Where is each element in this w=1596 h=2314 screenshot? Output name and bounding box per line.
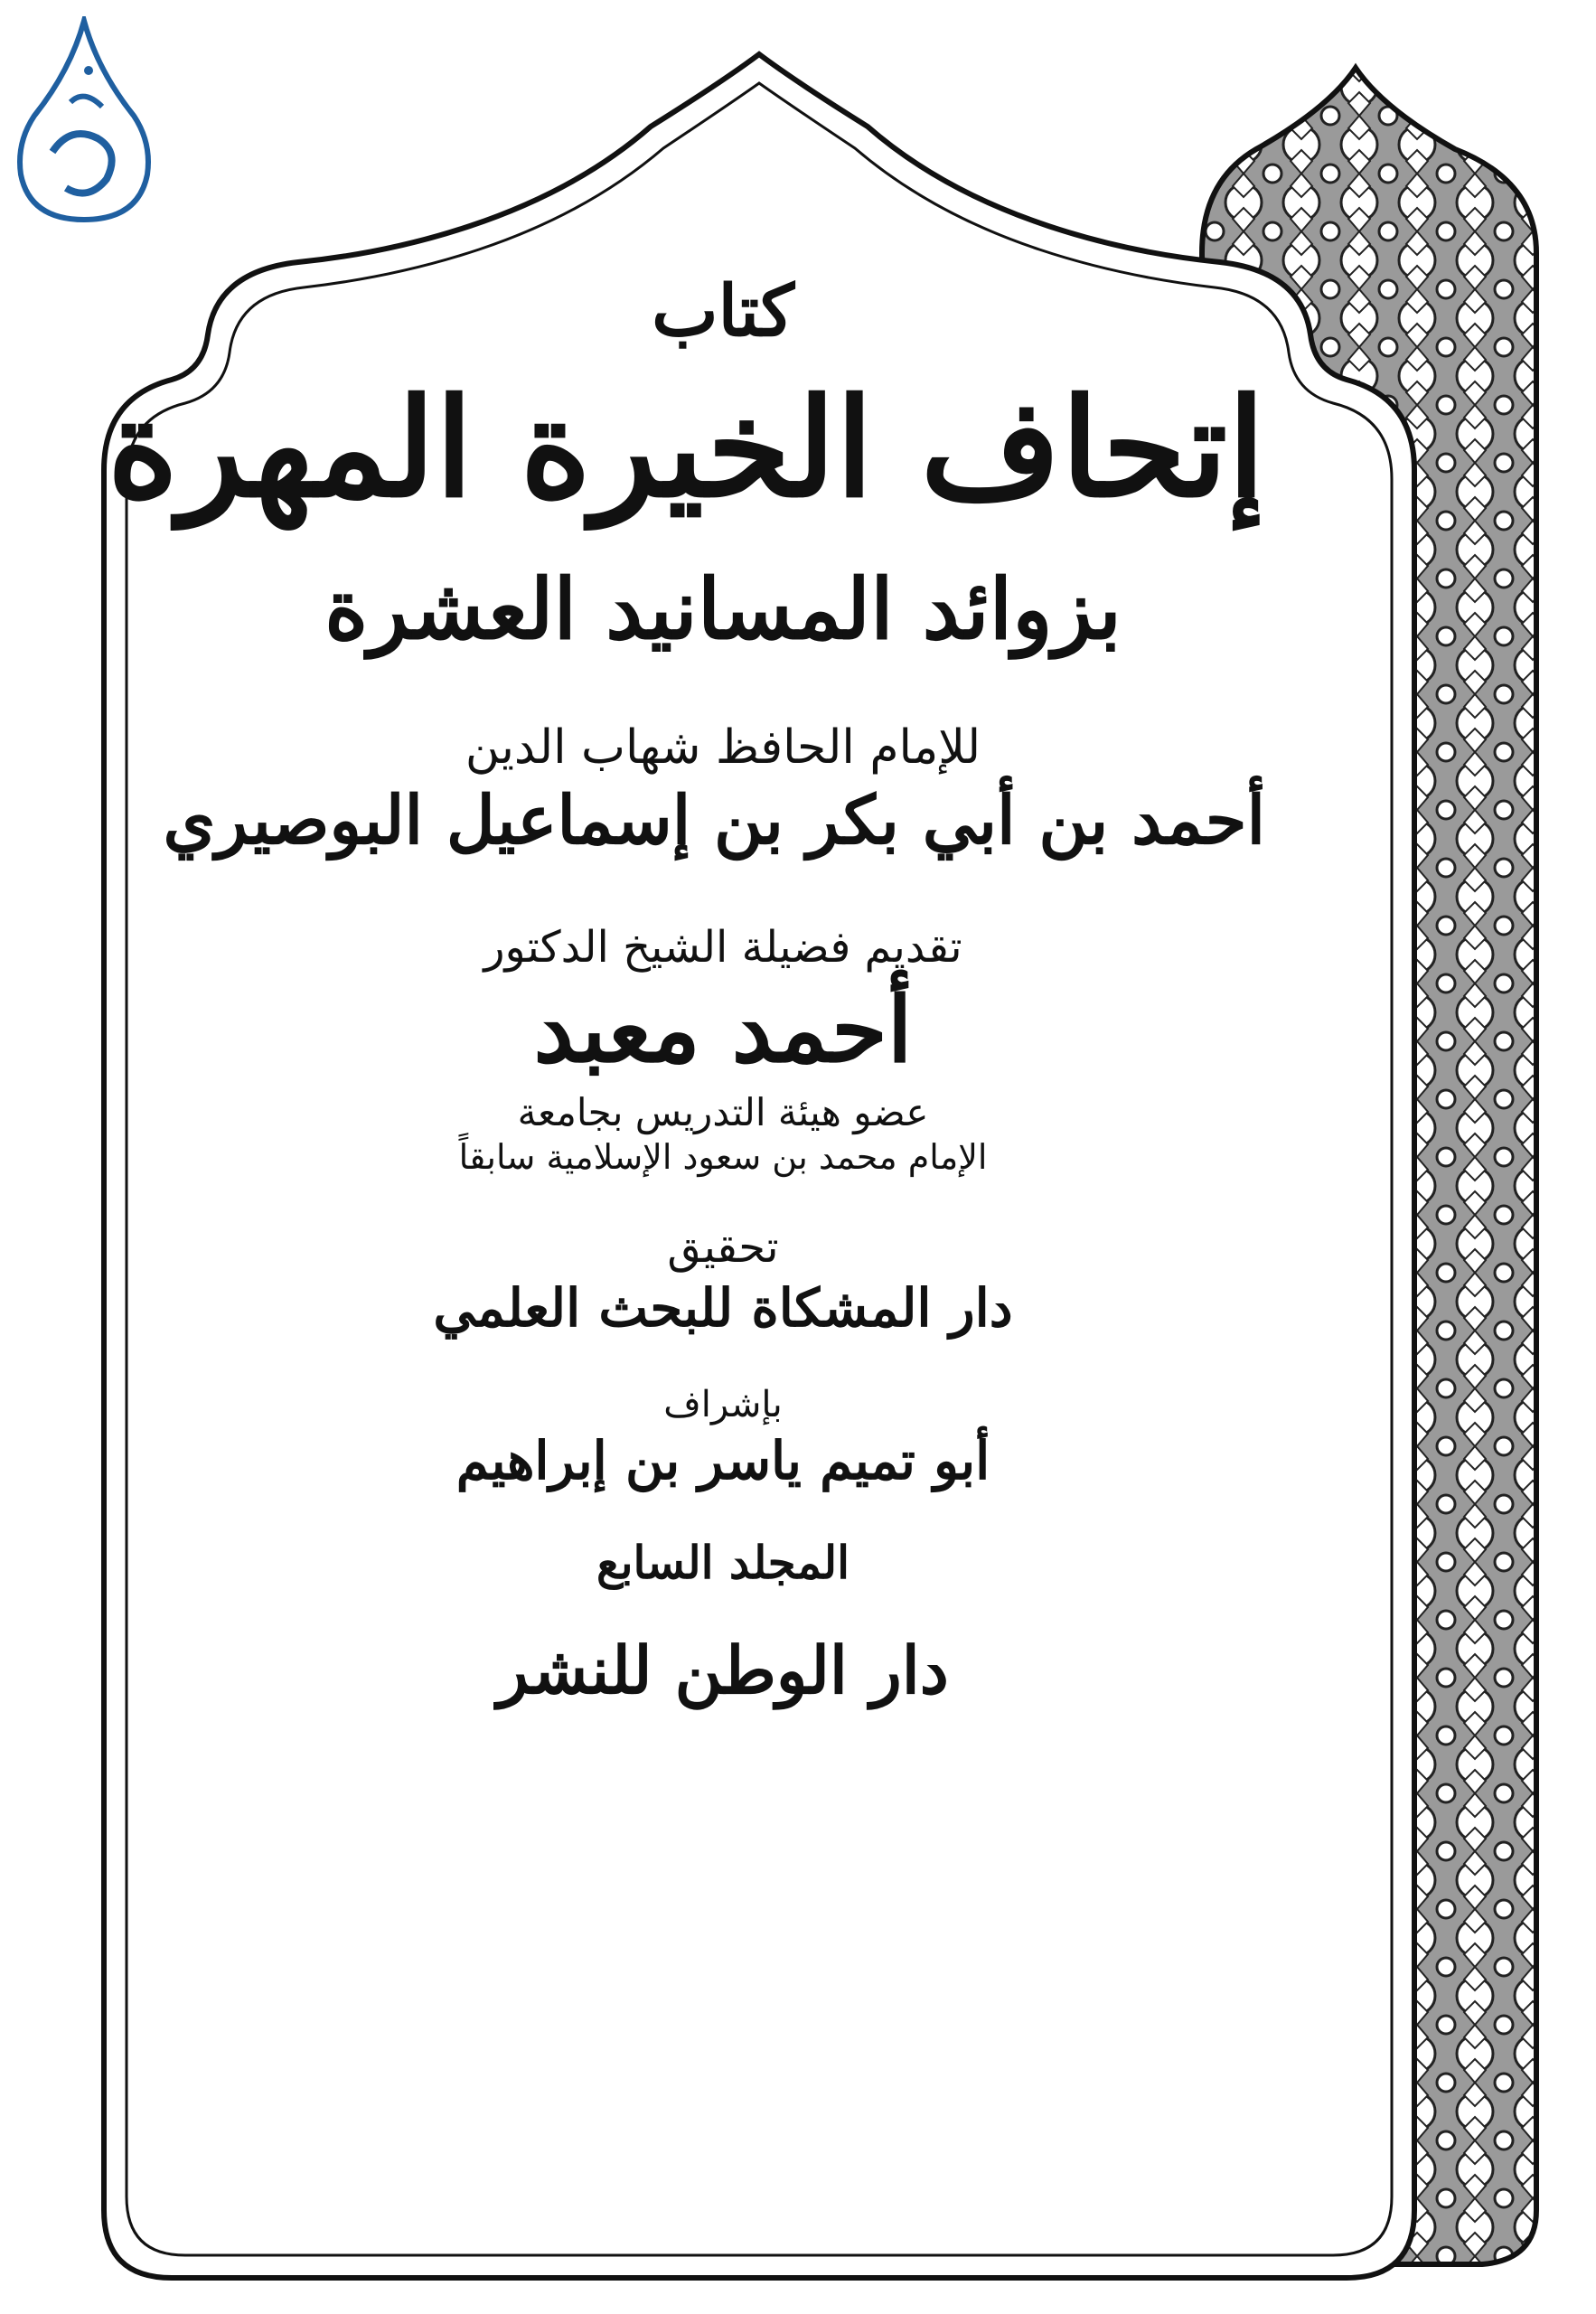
author-name: أحمد بن أبي بكر بن إسماعيل البوصيري — [163, 781, 1265, 860]
verification-label: تحقيق — [667, 1222, 779, 1274]
volume-label: المجلد السابع — [596, 1535, 850, 1589]
publisher-logo-icon — [16, 16, 152, 224]
publisher-name: دار الوطن للنشر — [497, 1632, 949, 1709]
introducer-institution: الإمام محمد بن سعود الإسلامية سابقاً — [458, 1137, 988, 1178]
book-title: إتحاف الخيرة المهرة — [107, 368, 1265, 528]
introducer-position: عضو هيئة التدريس بجامعة — [517, 1090, 929, 1135]
supervisor-name: أبو تميم ياسر بن إبراهيم — [455, 1429, 990, 1491]
author-honorific: للإمام الحافظ شهاب الدين — [465, 720, 981, 775]
supervision-label: بإشراف — [663, 1383, 783, 1425]
introducer-name: أحمد معبد — [533, 976, 913, 1084]
title-page — [107, 270, 1265, 1709]
verifier-name: دار المشكاة للبحث العلمي — [433, 1277, 1013, 1340]
kitab-label: كتاب — [652, 270, 794, 353]
book-subtitle: بزوائد المسانيد العشرة — [324, 560, 1122, 659]
introduction-label: تقديم فضيلة الشيخ الدكتور — [483, 921, 962, 973]
